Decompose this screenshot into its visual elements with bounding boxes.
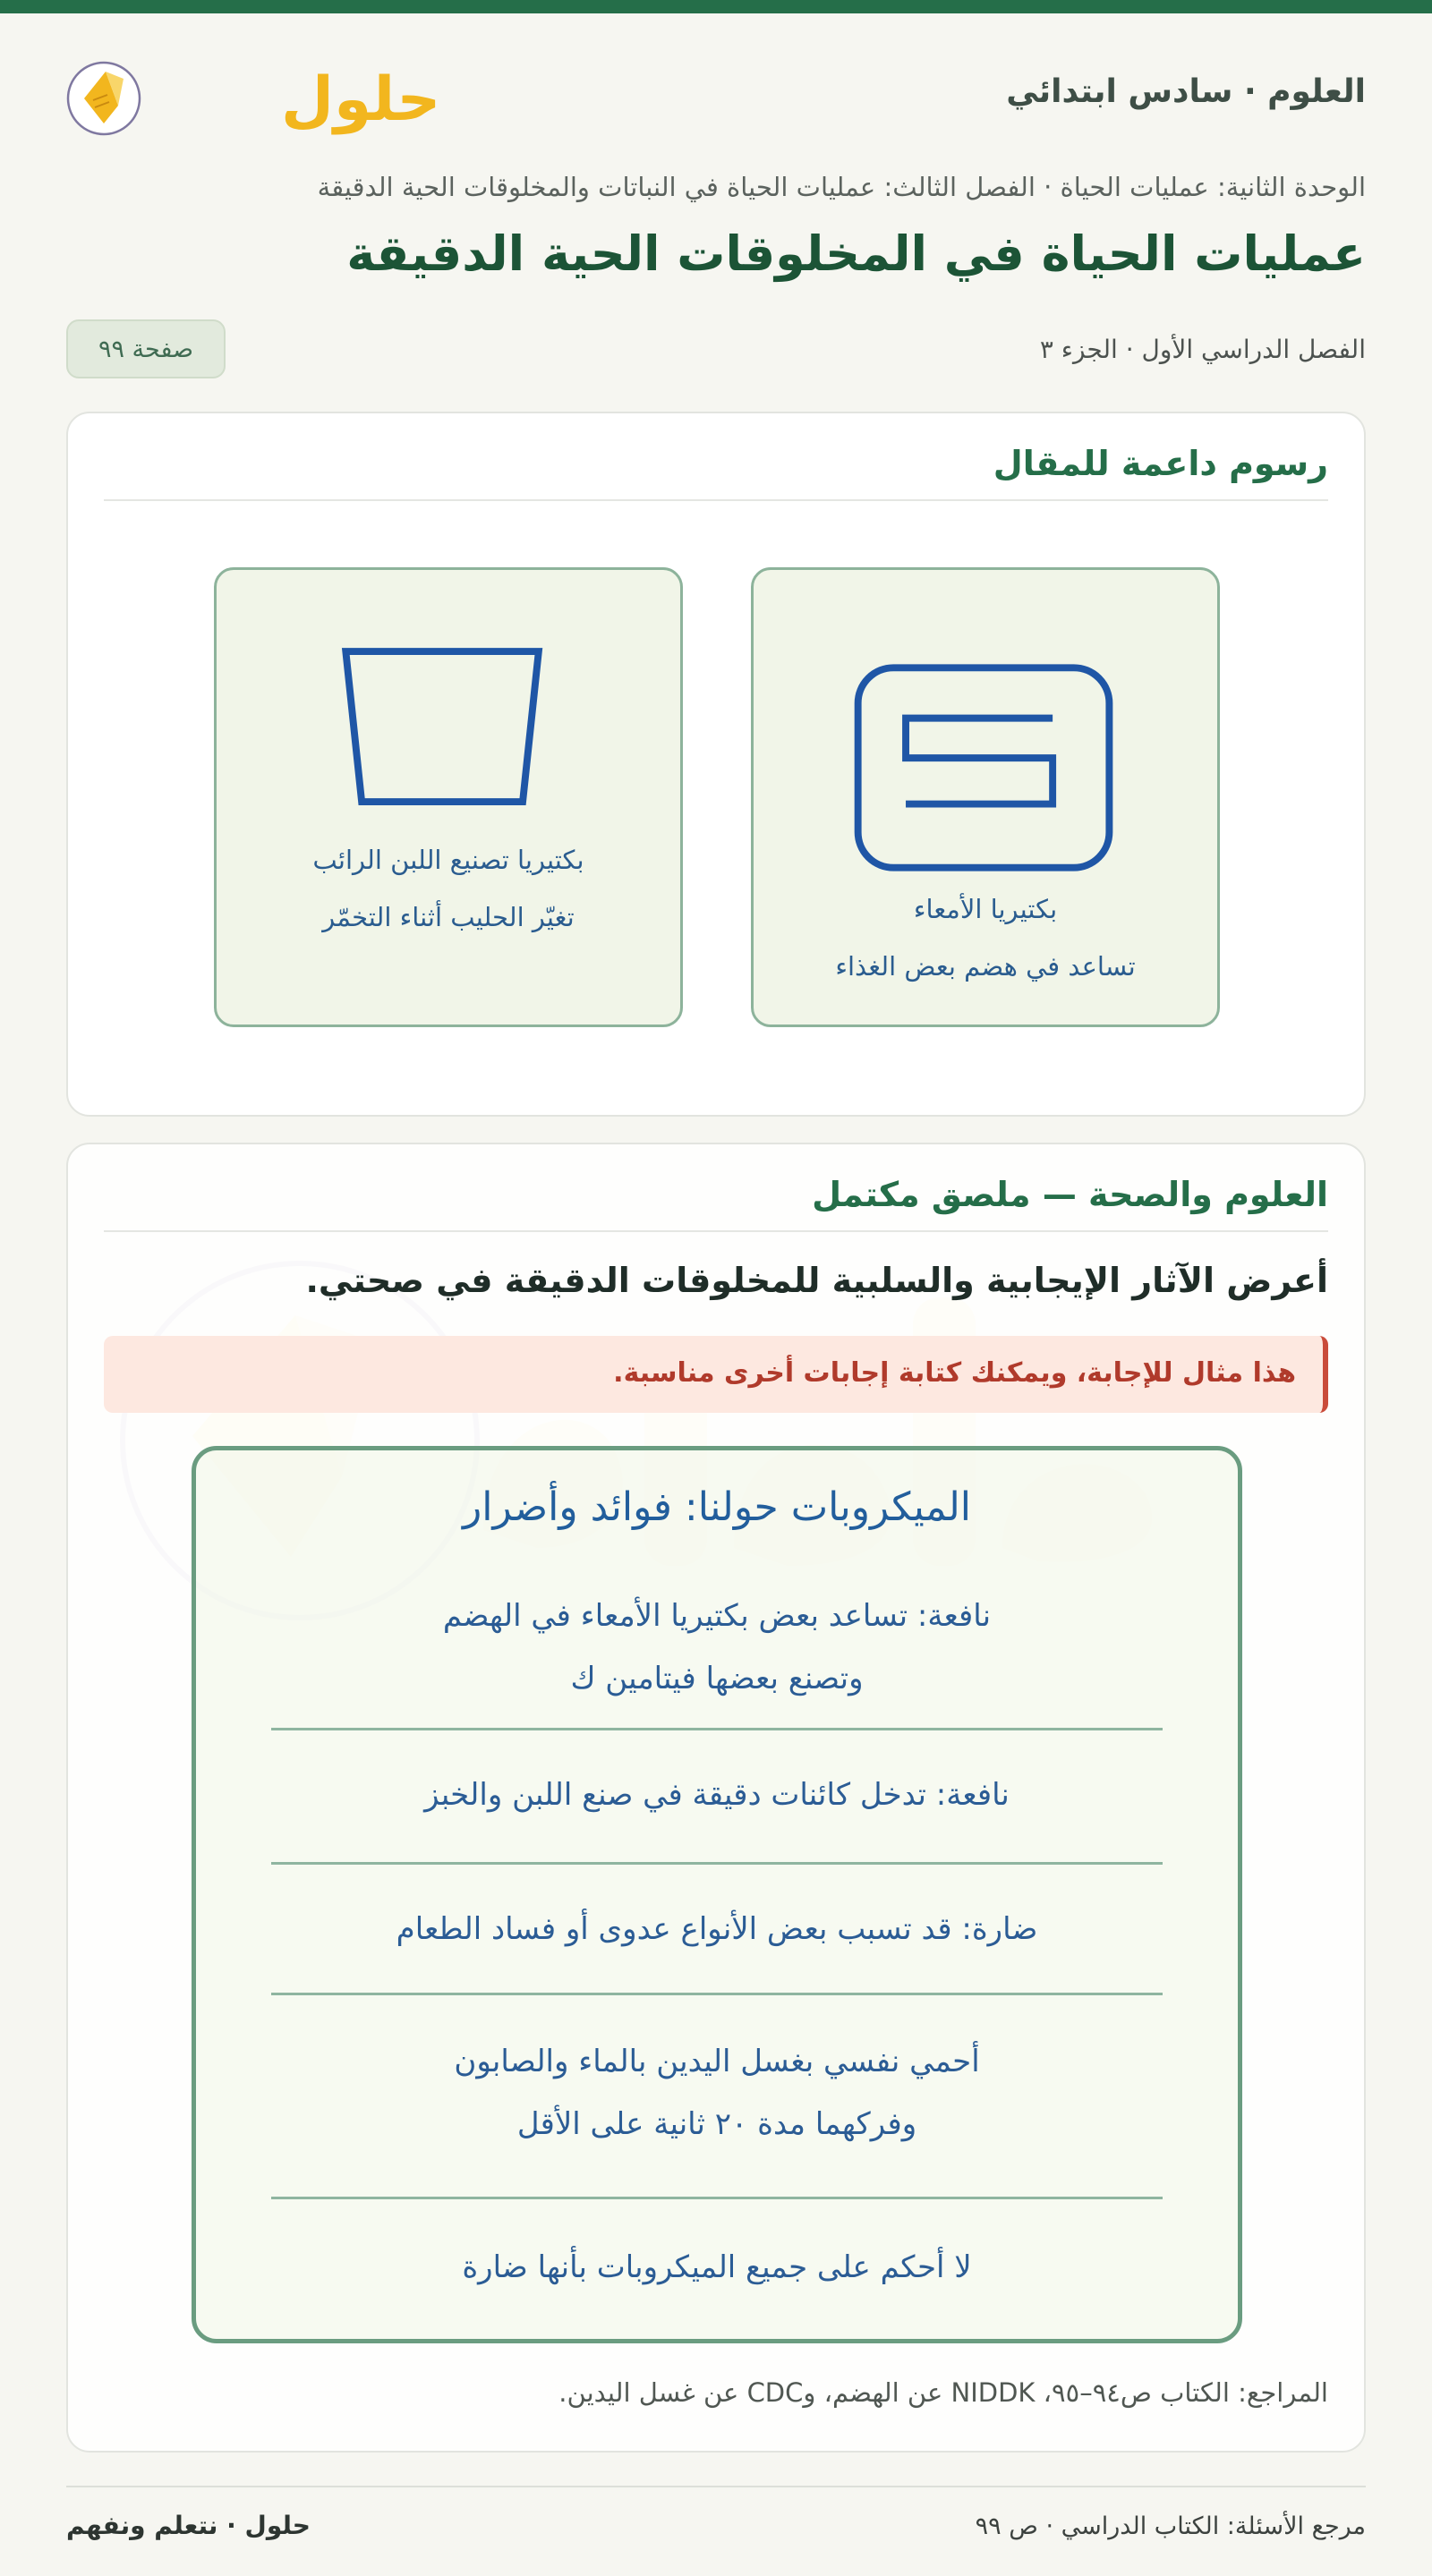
figure-intestine-bacteria [751,567,1220,1027]
intestine-icon [754,659,1217,874]
poster-item: نافعة: تساعد بعض بكتيريا الأمعاء في الهضم وتصنع بعضها فيتامين ك [442,1598,992,1696]
note-text: هذا مثال للإجابة، ويمكنك كتابة إجابات أخرى مناسبة. [613,1357,1296,1389]
poster-card [66,1143,1366,2453]
page-number-badge: صفحة ٩٩ [66,319,226,378]
question-text: أعرض الآثار الإيجابية والسلبية للمخلوقات الدقيقة في صحتي. [305,1261,1328,1300]
figure-caption-title: بكتيريا الأمعاء [913,894,1058,924]
page-header [66,43,1366,150]
top-accent-bar [0,0,1432,13]
poster-title: الميكروبات حولنا: فوائد وأضرار [463,1484,971,1530]
poster-divider [271,1728,1163,1730]
divider [104,1230,1328,1232]
sample-answer-note [104,1336,1328,1413]
figure-caption-desc: تغيّر الحليب أثناء التخمّر [322,902,575,932]
poster-card-title: العلوم والصحة — ملصق مكتمل [812,1175,1328,1214]
references-text: المراجع: الكتاب ص٩٤–٩٥، NIDDK عن الهضم، وCDC عن غسل اليدين. [558,2377,1328,2408]
breadcrumb: الوحدة الثانية: عمليات الحياة · الفصل الثالث: عمليات الحياة في النباتات والمخلوقات الحية الدقيقة [317,172,1366,202]
figure-caption-desc: تساعد في هضم بعض الغذاء [835,951,1136,982]
divider [104,499,1328,501]
figure-yogurt-bacteria [214,567,683,1027]
poster-divider [271,1862,1163,1865]
poster-divider [271,1993,1163,1995]
term-label: الفصل الدراسي الأول · الجزء ٣ [1039,335,1366,364]
hulul-logo[interactable] [66,43,441,150]
completed-poster [192,1446,1242,2343]
poster-item: أحمي نفسي بغسل اليدين بالماء والصابون وفركهما مدة ٢٠ ثانية على الأقل [454,2044,980,2142]
poster-item: نافعة: تدخل كائنات دقيقة في صنع اللبن والخبز [424,1777,1010,1813]
figures-card-title: رسوم داعمة للمقال [993,444,1328,483]
poster-item: ضارة: قد تسبب بعض الأنواع عدوى أو فساد الطعام [396,1911,1038,1947]
poster-item: لا أحكم على جميع الميكروبات بأنها ضارة [462,2249,972,2285]
logo-text: حلول [281,64,441,135]
figures-card [66,412,1366,1117]
poster-divider [271,2197,1163,2199]
subject-label: العلوم · سادس ابتدائي [1006,73,1366,110]
footer-source: مرجع الأسئلة: الكتاب الدراسي · ص ٩٩ [975,2512,1366,2540]
figure-caption-title: بكتيريا تصنيع اللبن الرائب [312,845,584,875]
footer-divider [66,2486,1366,2487]
yogurt-cup-icon [217,642,680,820]
page-title: عمليات الحياة في المخلوقات الحية الدقيقة [346,225,1366,282]
footer-tagline[interactable]: حلول · نتعلم ونفهم [66,2511,311,2540]
